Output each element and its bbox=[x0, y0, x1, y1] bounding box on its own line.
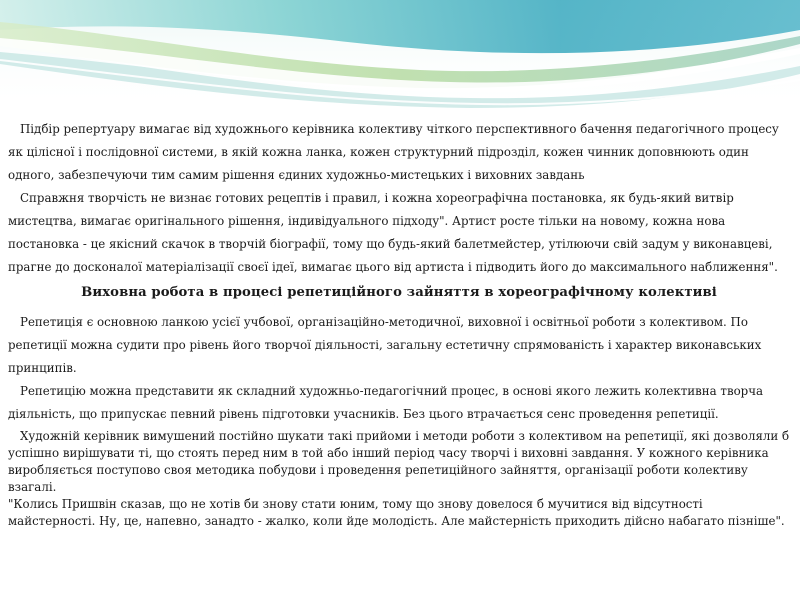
header-wave-decoration bbox=[0, 0, 800, 110]
paragraph-rehearsal-process: Репетицію можна представити як складний художньо-педагогічний процес, в основі якого лежить колективна творча діяльність, що припускає певний рівень підготовки учасників. Без цього втрачається сенс проведення репетиції. bbox=[8, 384, 764, 421]
paragraph-artistic-director: Художній керівник вимушений постійно шукати такі прийоми і методи роботи з колективом на репетиції, які дозволяли б успішно вирішувати ті, що стоять перед ним в той або інший період часу творчі і виховні завдання. У кожного керівника виробляється поступово своя методика побудови і проведення репетиційного зайняття, організації роботи колективу взагалі. bbox=[8, 429, 790, 494]
section-heading: Виховна робота в процесі репетиційного зайняття в хореографічному колективі bbox=[81, 285, 717, 300]
paragraph-creativity: Справжня творчість не визнає готових рецептів і правил, і кожна хореографічна постановка, як будь-який витвір мистецтва, вимагає оригінального рішення, індивідуального підходу". Артист росте тільки на новому, кожна нова постановка - це якісний скачок в творчій біографії, тому що будь-який балетмейстер, утілюючи свій задум у виконавцеві, прагне до досконалої матеріалізації своєї ідеї, вимагає цього від артиста і підводить його до максимального наближення". bbox=[8, 191, 778, 274]
paragraph-rehearsal-main-link: Репетиція є основною ланкою усієї учбової, організаційно-методичної, виховної і освітньої роботи з колективом. По репетиції можна судити про рівень його творчої діяльності, загальну естетичну спрямованість і характер виконавських принципів. bbox=[8, 315, 762, 375]
document-body bbox=[8, 118, 790, 530]
paragraph-prishvin-quote: "Колись Пришвін сказав, що не хотів би знову стати юним, тому що знову довелося б мучитися від відсутності майстерності. Ну, це, напевно, занадто - жалко, коли йде молодість. Але майстерність приходить дійсно набагато пізніше". bbox=[8, 497, 785, 528]
paragraph-repertoire: Підбір репертуару вимагає від художнього керівника колективу чіткого перспективного бачення педагогічного процесу як цілісної і послідовної системи, в якій кожна ланка, кожен структурний підрозділ, кожен чинник доповнюють один одного, забезпечуючи тим самим рішення єдиних художньо-мистецьких і виховних завдань bbox=[8, 122, 779, 182]
